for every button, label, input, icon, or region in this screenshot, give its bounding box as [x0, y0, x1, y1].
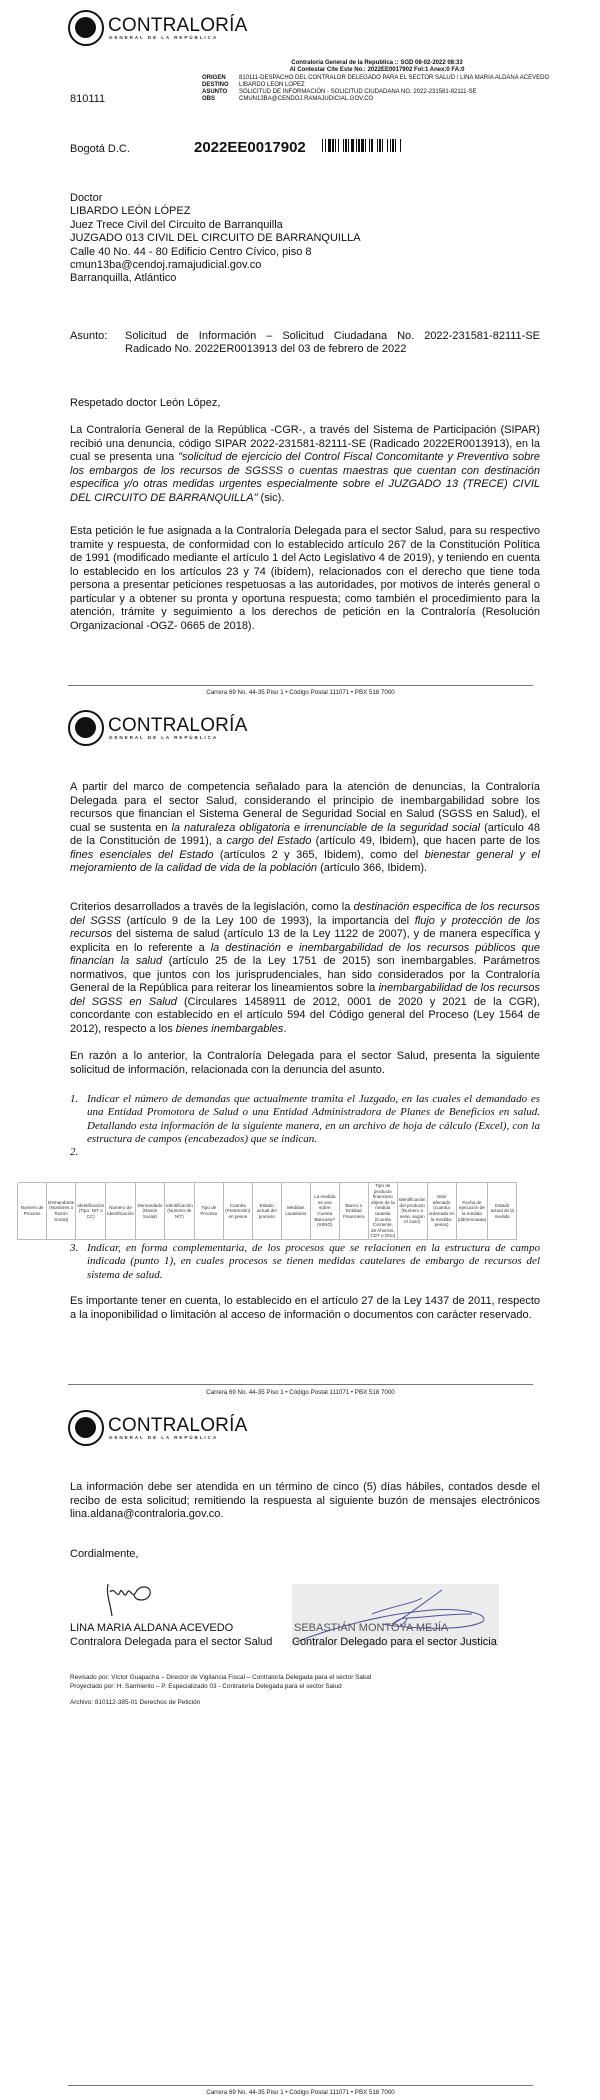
- contraloria-logo: CONTRALORÍA GENERAL DE LA REPÚBLICA: [68, 710, 238, 750]
- table-header-cell: Numero de Identificación: [106, 1183, 136, 1240]
- paragraph-6: Es importante tener en cuenta, lo establecido en el artículo 27 de la Ley 1437 de 2011, respecto a la inoponibilidad o limitación al acceso de información o documentos con carácter reservado.: [70, 1295, 540, 1321]
- footer-address: Carrera 69 No. 44-35 Piso 1 • Código Postal 111071 • PBX 518 7000: [206, 689, 395, 696]
- paragraph-3: A partir del marco de competencia señalado para la atención de denuncias, la Contraloría Delegada para el sector Salud, considerando el principio de inembargabilidad sobre los recursos que financian el Sistema General de Seguridad Social en Salud (SGSS en Salud), el cual se sustenta en la naturaleza obligatoria e irrenunciable de la seguridad social (artículo 48 de la Constitución de 1991), a cargo del Estado (artículo 49, Ibidem), que hacen parte de los fines esenciales del Estado (artículos 2 y 365, Ibidem), como del bienestar general y el mejoramiento de la calidad de vida de la población (artículo 366, Ibidem).: [70, 781, 541, 874]
- footer-divider: [68, 2085, 533, 2086]
- recipient-address: Calle 40 No. 44 - 80 Edificio Centro Cívico, piso 8: [70, 245, 312, 258]
- subject-line2: Radicado No. 2022ER0013913 del 03 de febrero de 2022: [125, 343, 407, 356]
- signature-1-icon: [100, 1580, 180, 1620]
- stamp-asunto-row: ASUNTO SOLICITUD DE INFORMACIÓN - SOLICITUD CIUDADANA NO. 2022-231581-82111-SE: [202, 89, 477, 96]
- logo-brand: CONTRALORÍA: [108, 15, 248, 36]
- paragraph-7: La información debe ser atendida en un término de cinco (5) días hábiles, contados desde el recibo de esta solicitud; remitiendo la respuesta al siguiente buzón de mensajes electrónicos lina.aldana@contraloria.gov.co.: [70, 1481, 540, 1520]
- logo-emblem-icon: [68, 1410, 104, 1446]
- table-header-cell: Identificación (Numero de NIT): [164, 1183, 194, 1240]
- table-header-cell: Banco o Entidad Financiera: [339, 1183, 368, 1240]
- table-header-cell: La medida es una sobre Cuenta Bancaria? (SI/NO): [310, 1183, 339, 1240]
- table-header-cell: Medidas cautelares: [281, 1183, 310, 1240]
- logo-emblem-icon: [68, 710, 104, 746]
- credits-reviewed: Revisado por: Víctor Guapacha – Director de Vigilancia Fiscal – Contraloría Delegada para el sector Salud: [70, 1674, 372, 1681]
- credits-archive: Archivo: 810112-385-01 Derechos de Petición: [70, 1699, 201, 1706]
- recipient-title: Doctor: [70, 192, 103, 204]
- table-header-cell: Estado actual de la medida: [488, 1183, 517, 1240]
- footer-address: Carrera 69 No. 44-35 Piso 1 • Código Postal 111071 • PBX 518 7000: [206, 1389, 395, 1396]
- table-header-cell: Estado actual del proceso: [252, 1183, 281, 1240]
- closing: Cordialmente,: [70, 1548, 139, 1560]
- recipient-name: LIBARDO LEÓN LÓPEZ: [70, 205, 191, 218]
- signatory-2-title: Contralor Delegado para el sector Justicia: [292, 1635, 497, 1648]
- recipient-email: cmun13ba@cendoj.ramajudicial.gov.co: [70, 259, 262, 272]
- recipient-office: JUZGADO 013 CIVIL DEL CIRCUITO DE BARRANQUILLA: [70, 232, 361, 245]
- signatory-1: [70, 1622, 272, 1649]
- footer-divider: [68, 1384, 533, 1385]
- paragraph-2: Esta petición le fue asignada a la Contraloría Delegada para el sector Salud, para su respectivo tramite y respuesta, de conformidad con lo establecido artículo 267 de la Constitución Política de 1991 (modificado mediante el artículo 1 del Acto Legislativo 4 de 2019), y teniendo en cuenta lo establecido en los artículos 23 y 74 (ibídem), relacionados con el derecho que tiene toda persona a presentar peticiones respetuosas a las autoridades, por motivos de interés general o particular y a obtener su pronta y oportuna respuesta; como también el procedimiento para la atención, trámite y seguimiento a los derechos de petición en la Contraloría (Resolución Organizacional -OGZ- 0665 de 2018).: [70, 525, 540, 632]
- subject-line1: Solicitud de Información – Solicitud Ciudadana No. 2022-231581-82111-SE: [125, 330, 540, 342]
- paragraph-5: En razón a lo anterior, la Contraloría Delegada para el sector Salud, presenta la siguiente solicitud de información, relacionada con la denuncia del asunto.: [70, 1050, 540, 1076]
- recipient-position: Juez Trece Civil del Circuito de Barranquilla: [70, 218, 283, 231]
- table-header-cell: Identificación (Tipo: NIT o CC): [76, 1183, 106, 1240]
- salutation: Respetado doctor León López,: [70, 397, 221, 409]
- stamp-obs-row: OBS CMUN13BA@CENDOJ.RAMAJUDICIAL.GOV.CO: [202, 96, 374, 103]
- table-header-row: [18, 1183, 517, 1240]
- table-header-cell: Valor afectado (cuantía ordenada en la medida- pesos): [427, 1183, 456, 1240]
- signatory-1-title: Contralora Delegada para el sector Salud: [70, 1635, 273, 1648]
- fields-table: [17, 1182, 517, 1240]
- radicado-number: 2022EE0017902: [194, 139, 306, 156]
- recipient-block: [70, 192, 361, 286]
- barcode-icon: [322, 139, 472, 152]
- credits-block: [70, 1673, 371, 1707]
- subject-block: [70, 330, 540, 357]
- table-header-cell: Demandante (Nombres o Razón Social): [47, 1183, 76, 1240]
- office-code: 810111: [70, 93, 106, 105]
- signatory-2-name: SEBASTIÁN MONTOYA MEJÍA: [294, 1622, 449, 1634]
- stamp-origen-row: ORIGEN 810111-DESPACHO DEL CONTRALOR DELEGADO PARA EL SECTOR SALUD / LINA MARIA ALDANA ACEVEDO: [202, 74, 550, 81]
- table-header-cell: Tipo de producto financiero objeto de la medida cautelar (Cuenta Corriente, de Ahorros, CDT u Otro): [368, 1183, 397, 1240]
- stamp-line2: Al Contestar Cite Este No.: 2022EE0017902 Fol:1 Anex:0 FA:0: [289, 67, 465, 74]
- paragraph-4: Criterios desarrollados a través de la legislación, como la destinación especifica de los recursos del SGSS (artículo 9 de la Ley 100 de 1993), la importancia del flujo y protección de los recursos del sistema de salud (artículo 13 de la Ley 1122 de 2007), y de manera específica y explicita en lo referente a la destinación e inembargabilidad de los recursos públicos que financian la salud (artículo 25 de la Ley 1751 de 2015) son inembargables. Parámetros normativos, que juntos con los jurisprudenciales, han sido considerados por la Contraloría General de la República para reiterar los lineamientos sobre la inembargabilidad de los recursos del SGSS en Salud (Circulares 1458911 de 2012, 0001 de 2020 y 2021 de la CGR), concordante con establecido en el artículo 594 del Código general del Proceso (Ley 1564 de 2012), respecto a los bienes inembargables.: [70, 901, 541, 1035]
- logo-emblem-icon: [68, 10, 104, 46]
- logo-subtitle: GENERAL DE LA REPÚBLICA: [109, 35, 219, 40]
- subject-label: Asunto:: [70, 330, 108, 342]
- signatory-2: [294, 1622, 497, 1649]
- stamp-line1: Contraloria General de la Republica :: SGD 08-02-2022 08:33: [291, 60, 463, 66]
- request-item-3: 3. Indicar, en forma complementaria, de los procesos que se relacionen en la estructura de campo indicada (punto 1), en cuales procesos se tienen medidas cautelares de embargo de recursos del sistema de salud.: [70, 1242, 540, 1281]
- radication-stamp: [202, 60, 552, 104]
- stamp-destino-row: DESTINO LIBARDO LEON LOPEZ: [202, 81, 305, 88]
- footer-address: Carrera 69 No. 44-35 Piso 1 • Código Postal 111071 • PBX 518 7000: [206, 2089, 395, 2096]
- request-item-1: 1. Indicar el número de demandas que actualmente tramita el Juzgado, en las cuales el demandado es una Entidad Promotora de Salud o una Entidad Administradora de Planes de Beneficios en salud. Detallando esta información de la siguiente manera, en un archivo de hoja de cálculo (Excel), con la estructura de campos (encabezados) que se indican.: [70, 1093, 540, 1146]
- table-header-cell: Tipo de Proceso: [194, 1183, 223, 1240]
- contraloria-logo: CONTRALORÍA GENERAL DE LA REPÚBLICA: [68, 1410, 238, 1450]
- city-date: Bogotá D.C.: [70, 143, 130, 155]
- quoted-request: "solicitud de ejercicio del Control Fiscal Concomitante y Preventivo sobre los embargos de los recursos de SGSSS o cuentas maestras que cuentan con destinación especifica y/o otras medidas urgentes especialmente sobre el JUZGADO 13 (TRECE) CIVIL DEL CIRCUITO DE BARRANQUILLA": [70, 451, 540, 504]
- table-header-cell: Identificación del producto (Numero o serie, según el caso): [397, 1183, 427, 1240]
- table-header-cell: Demandado (Razón Social): [135, 1183, 164, 1240]
- contraloria-logo: [68, 10, 248, 50]
- paragraph-1: La Contraloría General de la República -CGR-, a través del Sistema de Participación (SIPAR) recibió una denuncia, código SIPAR 2022-231581-82111-SE (Radicado 2022ER0013913), en la cual se presenta una "solicitud de ejercicio del Control Fiscal Concomitante y Preventivo sobre los embargos de los recursos de SGSSS o cuentas maestras que cuentan con destinación especifica y/o otras medidas urgentes especialmente sobre el JUZGADO 13 (TRECE) CIVIL DEL CIRCUITO DE BARRANQUILLA" (sic).: [70, 424, 540, 504]
- table-header-cell: Fecha de ejecución de la medida (dd/mm/aaaa): [456, 1183, 488, 1240]
- footer-divider: [68, 685, 533, 686]
- table-header-cell: Numero de Proceso: [18, 1183, 47, 1240]
- table-header-cell: Cuantía (Pretensión) en pesos: [223, 1183, 252, 1240]
- recipient-city: Barranquilla, Atlántico: [70, 272, 177, 285]
- credits-projected: Proyectado por: H. Sarmiento – P. Especializado 03 - Contraloría Delegada para el sector Salud: [70, 1683, 342, 1690]
- signatory-1-name: LINA MARIA ALDANA ACEVEDO: [70, 1622, 234, 1634]
